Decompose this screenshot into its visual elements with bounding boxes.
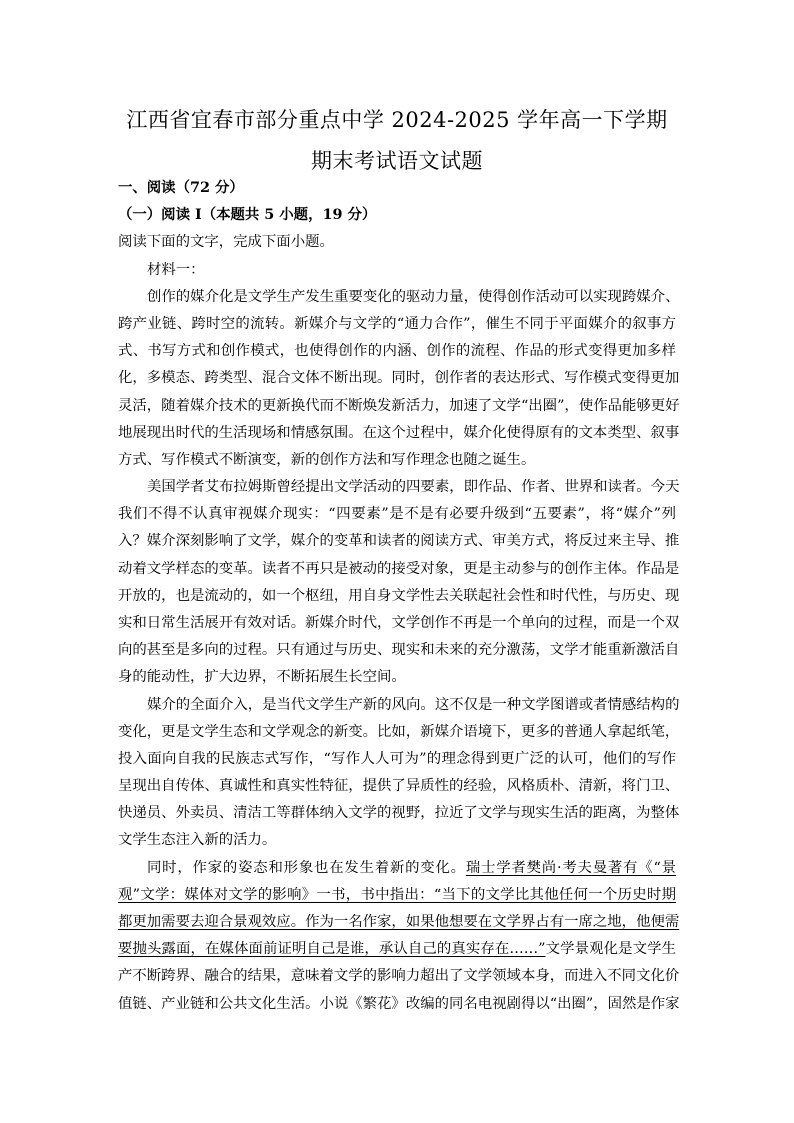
paragraph-3-line: 文学生态注入新的活力。 bbox=[118, 832, 277, 848]
exam-title-line-1: 江西省宜春市部分重点中学 2024-2025 学年高一下学期 bbox=[126, 108, 668, 132]
material-label: 材料一： bbox=[147, 262, 205, 278]
paragraph-4-line: 产不断跨界、融合的结果，意味着文学的影响力超出了文学领域本身，而进入不同文化价 bbox=[118, 968, 680, 984]
section-subheading: （一）阅读 I（本题共 5 小题，19 分） bbox=[118, 206, 377, 223]
paragraph-4-line bbox=[118, 858, 676, 878]
paragraph-1-line: 化，多模态、跨类型、混合文体不断出现。同时，创作者的表达形式、写作模式变得更加 bbox=[118, 370, 680, 386]
underlined-quote: 要抛头露面，在媒体面前证明自己是谁，承认自己的真实存在……” bbox=[118, 941, 546, 957]
paragraph-2-line: 身的能动性，扩大边界，不断拓展生长空间。 bbox=[118, 669, 406, 685]
paragraph-3-line: 投入面向自我的民族志式写作，“写作人人可为”的理念得到更广泛的认可，他们的写作 bbox=[118, 751, 676, 767]
underlined-quote: 瑞士学者樊尚·考夫曼著有《“景 bbox=[465, 860, 676, 876]
paragraph-1-line: 地展现出时代的生活现场和情感氛围。在这个过程中，媒介化使得原有的文本类型、叙事 bbox=[118, 425, 680, 441]
paragraph-4-line: 值链、产业链和公共文化生活。小说《繁花》改编的同名电视剧得以“出圈”，固然是作家 bbox=[118, 996, 680, 1012]
paragraph-1-line: 灵活，随着媒介技术的更新换代而不断焕发新活力，加速了文学“出圈”，使作品能够更好 bbox=[118, 398, 680, 414]
paragraph-4-line bbox=[118, 939, 676, 959]
paragraph-1-line: 式、书写方式和创作模式，也使得创作的内涵、创作的流程、作品的形式变得更加多样 bbox=[118, 343, 676, 359]
underlined-quote-line: 都更加需要去迎合景观效应。作为一名作家，如果他想要在文学界占有一席之地，他便需 bbox=[118, 914, 680, 930]
instruction-text: 阅读下面的文字，完成下面小题。 bbox=[118, 234, 334, 250]
paragraph-3-line: 快递员、外卖员、清洁工等群体纳入文学的视野，拉近了文学与现实生活的距离，为整体 bbox=[118, 805, 680, 821]
paragraph-4-text: 同时，作家的姿态和形象也在发生着新的变化。 bbox=[147, 860, 466, 876]
paragraph-1-line: 跨产业链、跨时空的流转。新媒介与文学的“通力合作”，催生不同于平面媒介的叙事方 bbox=[118, 316, 676, 332]
paragraph-3-line: 呈现出自传体、真诚性和真实性特征，提供了异质性的经验，风格质朴、清新，将门卫、 bbox=[118, 778, 680, 794]
paragraph-1-line: 方式、写作模式不断演变，新的创作方法和写作理念也随之诞生。 bbox=[118, 452, 536, 468]
paragraph-2-line: 开放的，也是流动的，如一个枢纽，用自身文学性去关联起社会性和时代性，与历史、现 bbox=[118, 588, 680, 604]
paragraph-1-line: 创作的媒介化是文学生产发生重要变化的驱动力量，使得创作活动可以实现跨媒介、 bbox=[147, 289, 680, 305]
underlined-quote-line: 观”文学：媒体对文学的影响》一书，书中指出：“当下的文学比其他任何一个历史时期 bbox=[118, 887, 676, 903]
paragraph-4-text: 文学景观化是文学生 bbox=[545, 941, 676, 957]
paragraph-2-line: 向的甚至是多向的过程。只有通过与历史、现实和未来的充分激荡，文学才能重新激活自 bbox=[118, 642, 680, 658]
paragraph-2-line: 动着文学样态的变革。读者不再只是被动的接受对象，更是主动参与的创作主体。作品是 bbox=[118, 561, 680, 577]
paragraph-2-line: 美国学者艾布拉姆斯曾经提出文学活动的四要素，即作品、作者、世界和读者。今天 bbox=[147, 479, 680, 495]
section-heading: 一、阅读（72 分） bbox=[118, 179, 244, 196]
paragraph-3-line: 媒介的全面介入，是当代文学生产新的风向。这不仅是一种文学图谱或者情感结构的 bbox=[147, 697, 680, 713]
paragraph-3-line: 变化，更是文学生态和文学观念的新变。比如，新媒介语境下，更多的普通人拿起纸笔， bbox=[118, 724, 680, 740]
paragraph-2-line: 实和日常生活展开有效对话。新媒介时代，文学创作不再是一个单向的过程，而是一个双 bbox=[118, 615, 680, 631]
paragraph-2-line: 我们不得不认真审视媒介现实：“四要素”是不是有必要升级到“五要素”，将“媒介”列 bbox=[118, 506, 676, 522]
exam-title-line-2: 期末考试语文试题 bbox=[311, 149, 483, 173]
paragraph-2-line: 入？媒介深刻影响了文学，媒介的变革和读者的阅读方式、审美方式，将反过来主导、推 bbox=[118, 533, 680, 549]
